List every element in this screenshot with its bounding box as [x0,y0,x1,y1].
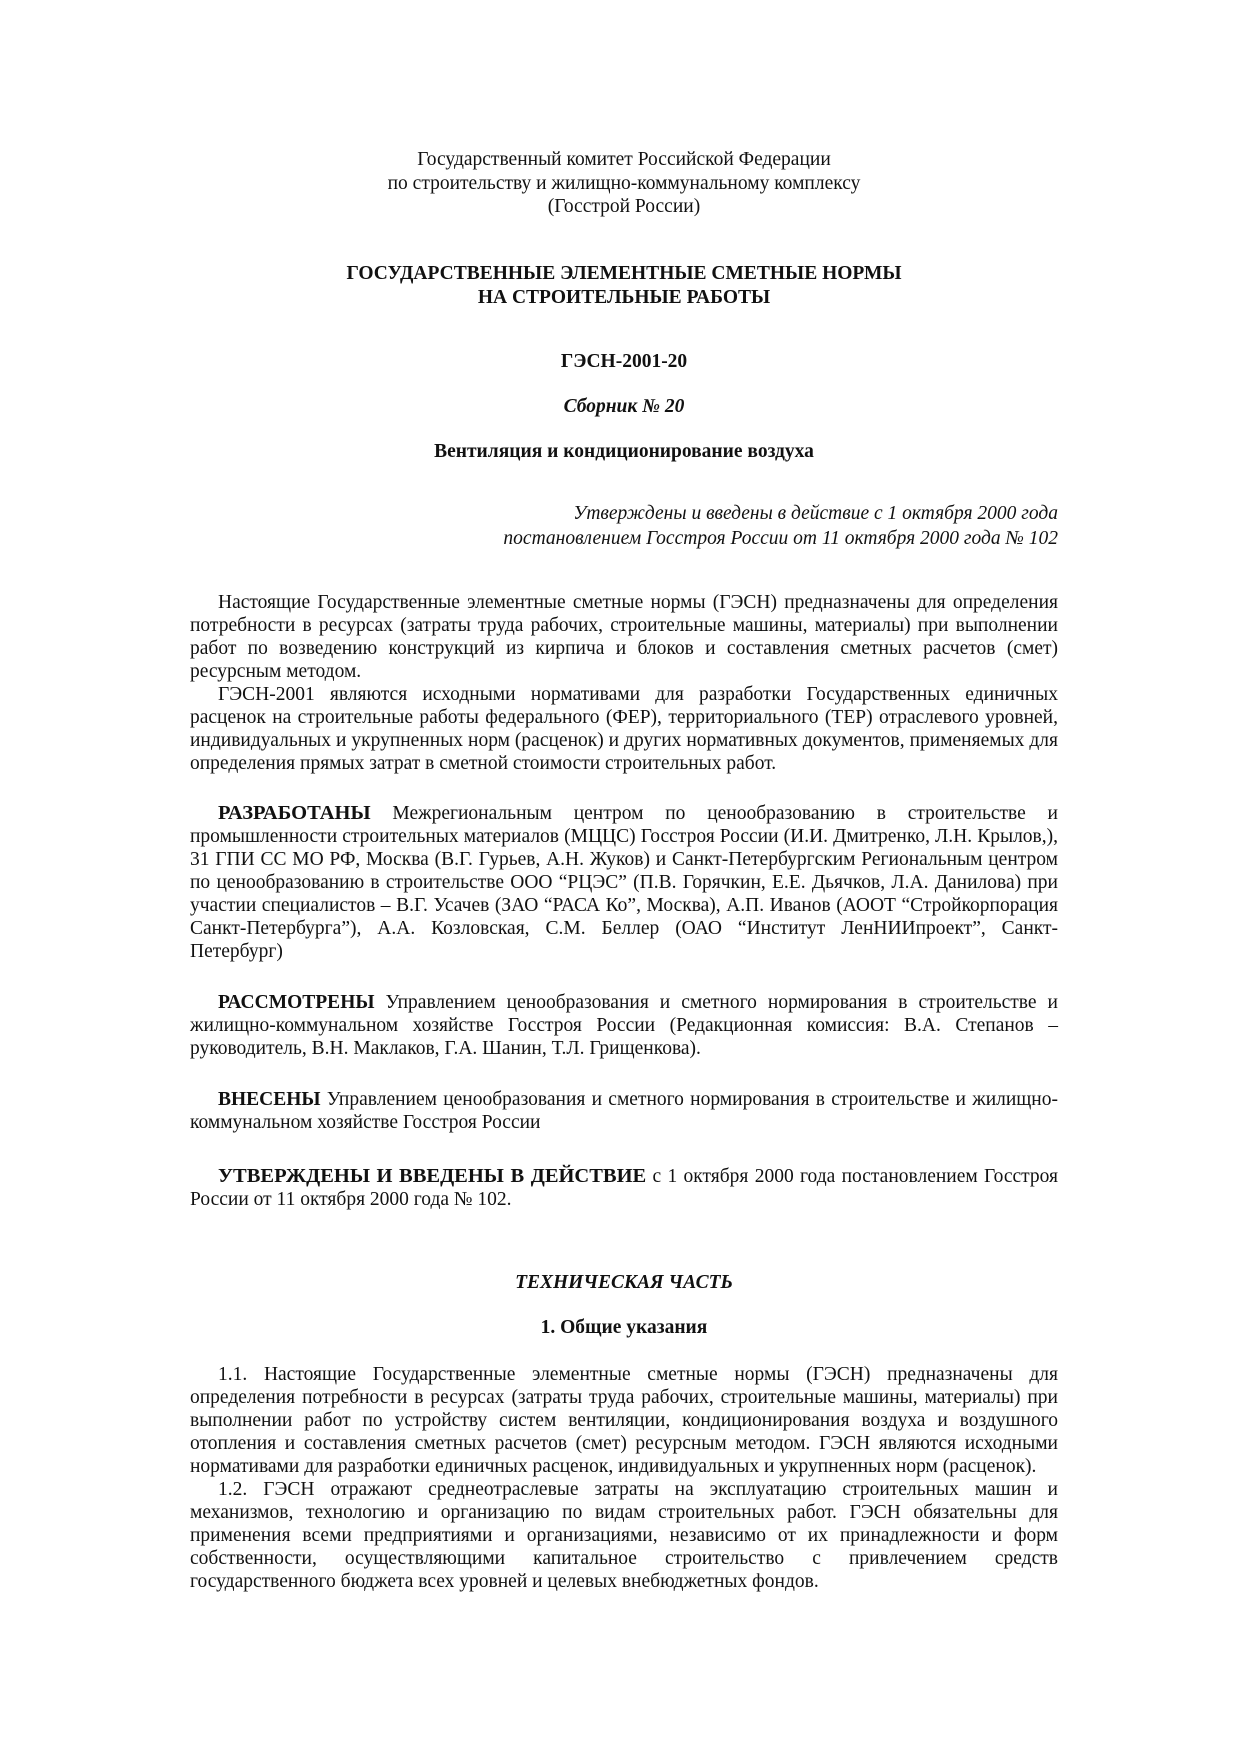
issuing-organization [190,148,1058,219]
intro-paragraph-1: Настоящие Государственные элементные сметные нормы (ГЭСН) предназначены для определения потребности в ресурсах (затраты труда рабочих, строительные машины, материалы) при выполнении работ по возведению конструкций из кирпича и блоков и составления сметных расчетов (смет) ресурсным методом. [190,591,1058,682]
clause-1-1: 1.1. Настоящие Государственные элементные сметные нормы (ГЭСН) предназначены для определения потребности в ресурсах (затраты труда рабочих, строительные машины, материалы) при выполнении работ по устройству систем вентиляции, кондиционирования воздуха и воздушного отопления и составления сметных расчетов (смет) ресурсным методом. ГЭСН являются исходными нормативами для разработки единичных расценок, индивидуальных и укрупненных норм (расценок). [190,1363,1058,1477]
developed-paragraph [190,802,1058,963]
document-code: ГЭСН-2001-20 [560,350,688,372]
section-1-title: 1. Общие указания [540,1316,708,1338]
org-line-2: по строительству и жилищно-коммунальному комплексу [387,172,861,194]
org-line-3: (Госстрой России) [547,196,701,217]
enacted-text: с 1 октября 2000 года постановлением Госстроя России от 11 октября 2000 года № 102. [190,1165,1058,1210]
enacted-paragraph [190,1165,1058,1211]
submitted-lead: ВНЕСЕНЫ [218,1088,321,1110]
intro-paragraph-2: ГЭСН-2001 являются исходными нормативами для разработки Государственных единичных расценок на строительные работы федерального (ФЕР), территориального (ТЕР) отраслевого уровней, индивидуальных и укрупненных норм (расценок) и других нормативных документов, применяемых для определения прямых затрат в сметной стоимости строительных работ. [190,683,1058,774]
approval-note [190,501,1058,551]
document-title [190,262,1058,310]
title-line-2: НА СТРОИТЕЛЬНЫЕ РАБОТЫ [477,286,771,308]
document-page [190,148,1058,1593]
org-line-1: Государственный комитет Российской Федерации [417,149,831,170]
intro-section [190,591,1058,775]
reviewed-lead: РАССМОТРЕНЫ [218,991,375,1013]
section-1-body [190,1363,1058,1593]
approval-line-1: Утверждены и введены в действие с 1 октября 2000 года [573,502,1058,524]
developed-lead: РАЗРАБОТАНЫ [218,801,371,824]
approval-line-2: постановлением Госстроя России от 11 октября 2000 года № 102 [503,527,1058,549]
technical-part-heading: ТЕХНИЧЕСКАЯ ЧАСТЬ [515,1271,733,1293]
reviewed-text: Управлением ценообразования и сметного нормирования в строительстве и жилищно-коммунальном хозяйстве Госстроя России (Редакционная комиссия: В.А. Степанов – руководитель, В.Н. Маклаков, Г.А. Шанин, Т.Л. Грищенкова). [190,991,1058,1059]
collection-name: Вентиляция и кондиционирование воздуха [434,440,814,462]
reviewed-paragraph [190,991,1058,1060]
title-line-1: ГОСУДАРСТВЕННЫЕ ЭЛЕМЕНТНЫЕ СМЕТНЫЕ НОРМЫ [346,262,902,284]
submitted-text: Управлением ценообразования и сметного нормирования в строительстве и жилищно-коммунальном хозяйстве Госстроя России [190,1088,1058,1133]
enacted-lead: УТВЕРЖДЕНЫ И ВВЕДЕНЫ В ДЕЙСТВИЕ [218,1164,647,1187]
clause-1-2: 1.2. ГЭСН отражают среднеотраслевые затраты на эксплуатацию строительных машин и механизмов, технологию и организацию по видам строительных работ. ГЭСН обязательны для применения всеми предприятиями и организациями, независимо от их принадлежности и форм собственности, осуществляющими капитальное строительство с привлечением средств государственного бюджета всех уровней и целевых внебюджетных фондов. [190,1478,1058,1592]
developed-text: Межрегиональным центром по ценообразованию в строительстве и промышленности строительных материалов (МЦЦС) Госстроя России (И.И. Дмитренко, Л.Н. Крылов,), 31 ГПИ СС МО РФ, Москва (В.Г. Гурьев, А.Н. Жуков) и Санкт-Петербургским Региональным центром по ценообразованию в строительстве ООО “РЦЭС” (П.В. Горячкин, Е.Е. Дьячков, Л.А. Данилова) при участии специалистов – В.Г. Усачев (ЗАО “РАСА Ко”, Москва), А.П. Иванов (АООТ “Стройкорпорация Санкт-Петербурга”), А.А. Козловская, С.М. Беллер (ОАО “Институт ЛенНИИпроект”, Санкт-Петербург) [190,802,1058,962]
collection-number: Сборник № 20 [563,395,685,417]
submitted-paragraph [190,1088,1058,1134]
